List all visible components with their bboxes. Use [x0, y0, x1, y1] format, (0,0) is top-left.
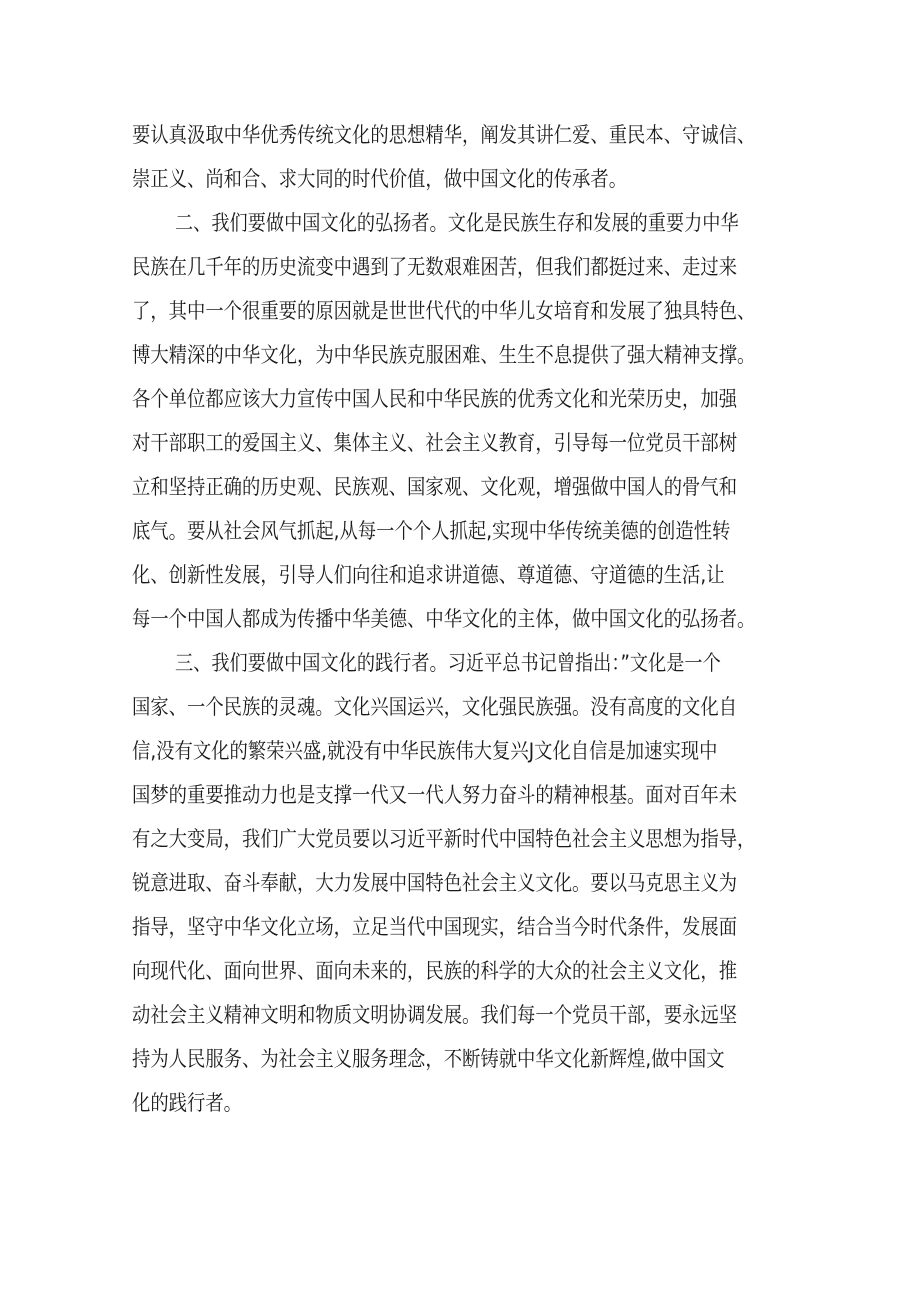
text-line-content: 每一个中国人都成为传播中华美德、中华文化的主体，做中国文化的弘扬者。	[132, 607, 756, 631]
text-line	[0, 555, 920, 595]
paragraph-start-line	[0, 643, 920, 683]
text-line	[0, 1083, 920, 1123]
text-line-content: 博大精深的中华文化，为中华民族克服困难、生生不息提供了强大精神支撑。	[132, 343, 756, 367]
text-line	[0, 819, 920, 859]
text-line-content: 信,没有文化的繁荣兴盛,就没有中华民族伟大复兴J文化自信是加速实现中	[132, 739, 718, 763]
text-line-content: 各个单位都应该大力宣传中国人民和中华民族的优秀文化和光荣历史，加强	[132, 387, 738, 411]
text-line-content: 有之大变局，我们广大党员要以习近平新时代中国特色社会主义思想为指导，	[132, 827, 756, 851]
text-line-content: 要认真汲取中华优秀传统文化的思想精华，阐发其讲仁爱、重民本、守诚信、	[132, 123, 756, 147]
text-line	[0, 995, 920, 1035]
text-line-content: 崇正义、尚和合、求大同的时代价值，做中国文化的传承者。	[132, 167, 628, 191]
text-line	[0, 423, 920, 463]
text-line	[0, 775, 920, 815]
text-line-content: 化、创新性发展，引导人们向往和追求讲道德、尊道德、守道德的生活,让	[132, 563, 725, 587]
text-line	[0, 863, 920, 903]
text-line-content: 底气。要从社会风气抓起,从每一个个人抓起,实现中华传统美德的创造性转	[132, 519, 731, 543]
text-line-content: 国梦的重要推动力也是支撑一代又一代人努力奋斗的精神根基。面对百年未	[132, 783, 738, 807]
text-line	[0, 379, 920, 419]
text-line	[0, 907, 920, 947]
text-line-content: 三、我们要做中国文化的践行者。习近平总书记曾指出：”文化是一个	[175, 651, 721, 675]
text-line-content: 民族在几千年的历史流变中遇到了无数艰难困苦，但我们都挺过来、走过来	[132, 255, 738, 279]
text-line	[0, 159, 920, 199]
text-line-content: 动社会主义精神文明和物质文明协调发展。我们每一个党员干部，要永远坚	[132, 1003, 738, 1027]
text-line	[0, 511, 920, 551]
text-line-content: 指导，坚守中华文化立场，立足当代中国现实，结合当今时代条件，发展面	[132, 915, 738, 939]
text-line	[0, 687, 920, 727]
text-line	[0, 1039, 920, 1079]
text-line-content: 国家、一个民族的灵魂。文化兴国运兴，文化强民族强。没有高度的文化自	[132, 695, 738, 719]
text-line-content: 向现代化、面向世界、面向未来的，民族的科学的大众的社会主义文化，推	[132, 959, 738, 983]
text-line-content: 锐意进取、奋斗奉献，大力发展中国特色社会主义文化。要以马克思主义为	[132, 871, 738, 895]
text-line	[0, 731, 920, 771]
text-line-content: 二、我们要做中国文化的弘扬者。文化是民族生存和发展的重要力中华	[175, 211, 739, 235]
text-line-content: 化的践行者。	[132, 1091, 243, 1115]
text-line	[0, 115, 920, 155]
text-line	[0, 247, 920, 287]
text-line-content: 了，其中一个很重要的原因就是世世代代的中华儿女培育和发展了独具特色、	[132, 299, 756, 323]
text-line	[0, 599, 920, 639]
text-line	[0, 467, 920, 507]
text-line	[0, 951, 920, 991]
text-line	[0, 335, 920, 375]
paragraph-start-line	[0, 203, 920, 243]
text-line	[0, 291, 920, 331]
text-line-content: 对干部职工的爱国主义、集体主义、社会主义教育，引导每一位党员干部树	[132, 431, 738, 455]
text-line-content: 持为人民服务、为社会主义服务理念，不断铸就中华文化新辉煌,做中国文	[132, 1047, 725, 1071]
text-line-content: 立和坚持正确的历史观、民族观、国家观、文化观，增强做中国人的骨气和	[132, 475, 738, 499]
